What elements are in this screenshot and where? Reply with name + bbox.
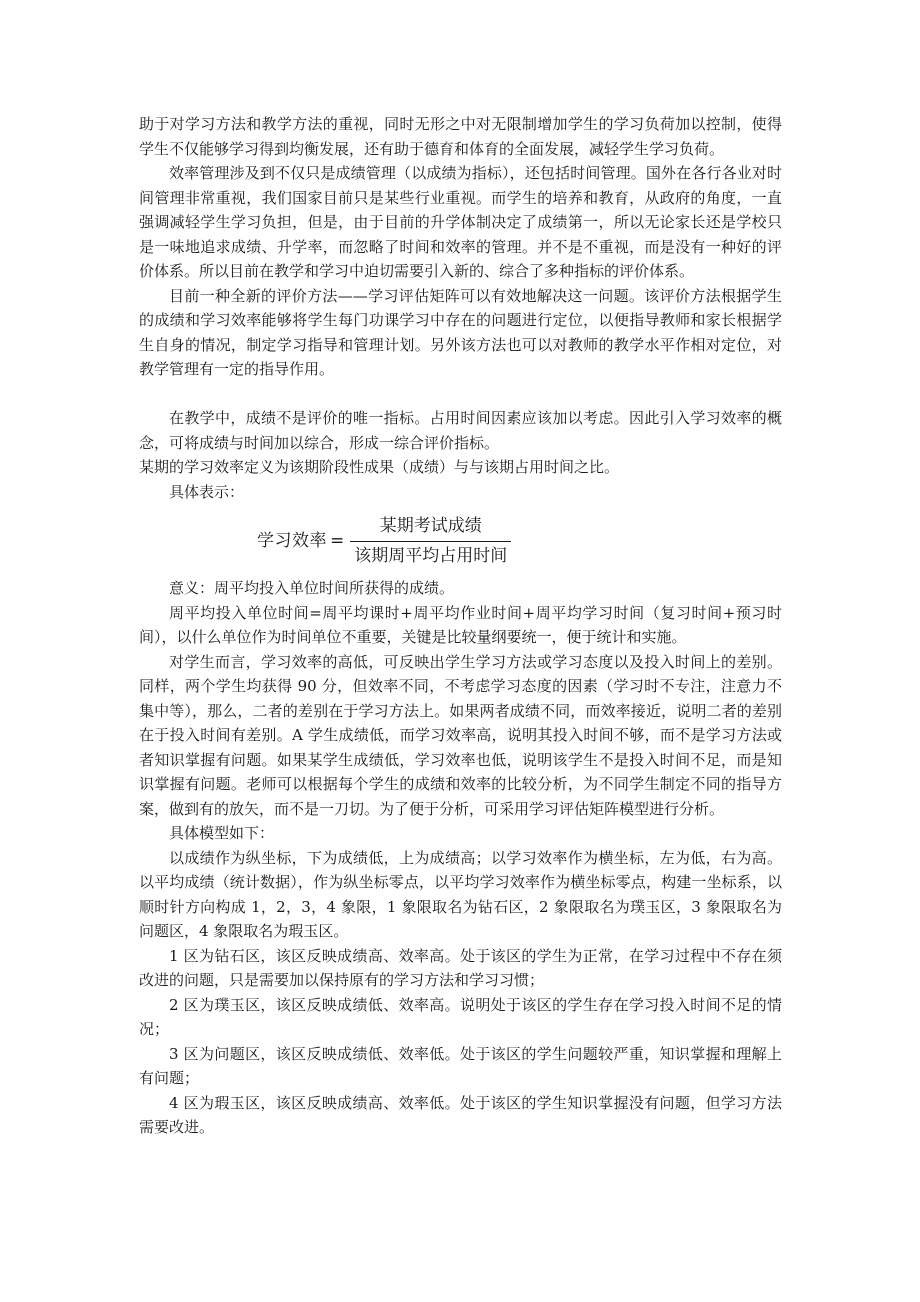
body-section-matrix-model <box>139 576 782 1140</box>
body-paragraph: 助于对学习方法和教学方法的重视，同时无形之中对无限制增加学生的学习负荷加以控制，使得学生不仅能够学习得到均衡发展，还有助于德育和体育的全面发展，减轻学生学习负荷。 <box>139 115 782 158</box>
body-paragraph: 2 区为璞玉区，该区反映成绩低、效率高。说明处于该区的学生存在学习投入时间不足的情况； <box>139 995 782 1038</box>
body-paragraph: 4 区为瑕玉区，该区反映成绩高、效率低。处于该区的学生知识掌握没有问题，但学习方法需要改进。 <box>139 1093 782 1136</box>
body-paragraph: 效率管理涉及到不仅只是成绩管理（以成绩为指标），还包括时间管理。国外在各行各业对时间管理非常重视，我们国家目前只是某些行业重视。而学生的培养和教育，从政府的角度，一直强调减轻学生学习负担，但是，由于目前的升学体制决定了成绩第一，所以无论家长还是学校只是一味地追求成绩、升学率，而忽略了时间和效率的管理。并不是不重视，而是没有一种好的评价体系。所以目前在教学和学习中迫切需要引入新的、综合了多种指标的评价体系。 <box>139 164 782 280</box>
body-paragraph: 具体表示： <box>169 482 245 501</box>
body-paragraph: 在教学中，成绩不是评价的唯一指标。占用时间因素应该加以考虑。因此引入学习效率的概念，可将成绩与时间加以综合，形成一综合评价指标。 <box>139 409 782 452</box>
body-paragraph: 周平均投入单位时间=周平均课时+周平均作业时间+周平均学习时间（复习时间+预习时间），以什么单位作为时间单位不重要，关键是比较量纲要统一，便于统计和实施。 <box>139 603 782 646</box>
body-paragraph: 1 区为钻石区，该区反映成绩高、效率高。处于该区的学生为正常，在学习过程中不存在须改进的问题，只是需要加以保持原有的学习方法和学习习惯； <box>139 946 782 989</box>
body-paragraph: 目前一种全新的评价方法——学习评估矩阵可以有效地解决这一问题。该评价方法根据学生的成绩和学习效率能够将学生每门功课学习中存在的问题进行定位，以便指导教师和家长根据学生自身的情况，制定学习指导和管理计划。另外该方法也可以对教师的教学水平作相对定位，对教学管理有一定的指导作用。 <box>139 286 782 378</box>
formula-numerator: 某期考试成绩 <box>379 516 482 536</box>
body-paragraph: 3 区为问题区，该区反映成绩低、效率低。处于该区的学生问题较严重，知识掌握和理解上有问题； <box>139 1044 782 1087</box>
document-page <box>139 112 782 1140</box>
body-paragraph: 以成绩作为纵坐标，下为成绩低，上为成绩高；以学习效率作为横坐标，左为低，右为高。以平均成绩（统计数据），作为纵坐标零点，以平均学习效率作为横坐标零点，构建一坐标系，以顺时针方向构成 1，2，3，4 象限，1 象限取名为钻石区，2 象限取名为璞玉区，3 象限取名为问题区，4 象限取名为瑕玉区。 <box>139 848 782 940</box>
body-paragraph: 具体模型如下： <box>169 824 275 842</box>
formula-denominator: 该期周平均占用时间 <box>354 545 508 566</box>
body-paragraph: 某期的学习效率定义为该期阶段性成果（成绩）与与该期占用时间之比。 <box>139 458 620 476</box>
formula-fraction <box>350 514 511 568</box>
formula-lhs: 学习效率 <box>257 530 327 551</box>
formula-equals-sign: = <box>330 530 345 551</box>
efficiency-formula <box>139 512 782 570</box>
body-paragraph: 意义：周平均投入单位时间所获得的成绩。 <box>169 579 455 597</box>
body-section-intro <box>139 112 782 382</box>
body-section-efficiency-definition <box>139 406 782 504</box>
body-paragraph: 对学生而言，学习效率的高低，可反映出学生学习方法或学习态度以及投入时间上的差别。同样，两个学生均获得 90 分，但效率不同，不考虑学习态度的因素（学习时不专注，注意力不集中等），那么，二者的差别在于学习方法上。如果两者成绩不同，而效率接近，说明二者的差别在于投入时间有差别。A 学生成绩低，而学习效率高，说明其投入时间不够，而不是学习方法或者知识掌握有问题。如果某学生成绩低，学习效率也低，说明该学生不是投入时间不足，而是知识掌握有问题。老师可以根据每个学生的成绩和效率的比较分析，为不同学生制定不同的指导方案，做到有的放矢，而不是一刀切。为了便于分析，可采用学习评估矩阵模型进行分析。 <box>139 652 782 818</box>
paragraph-gap <box>139 382 782 407</box>
